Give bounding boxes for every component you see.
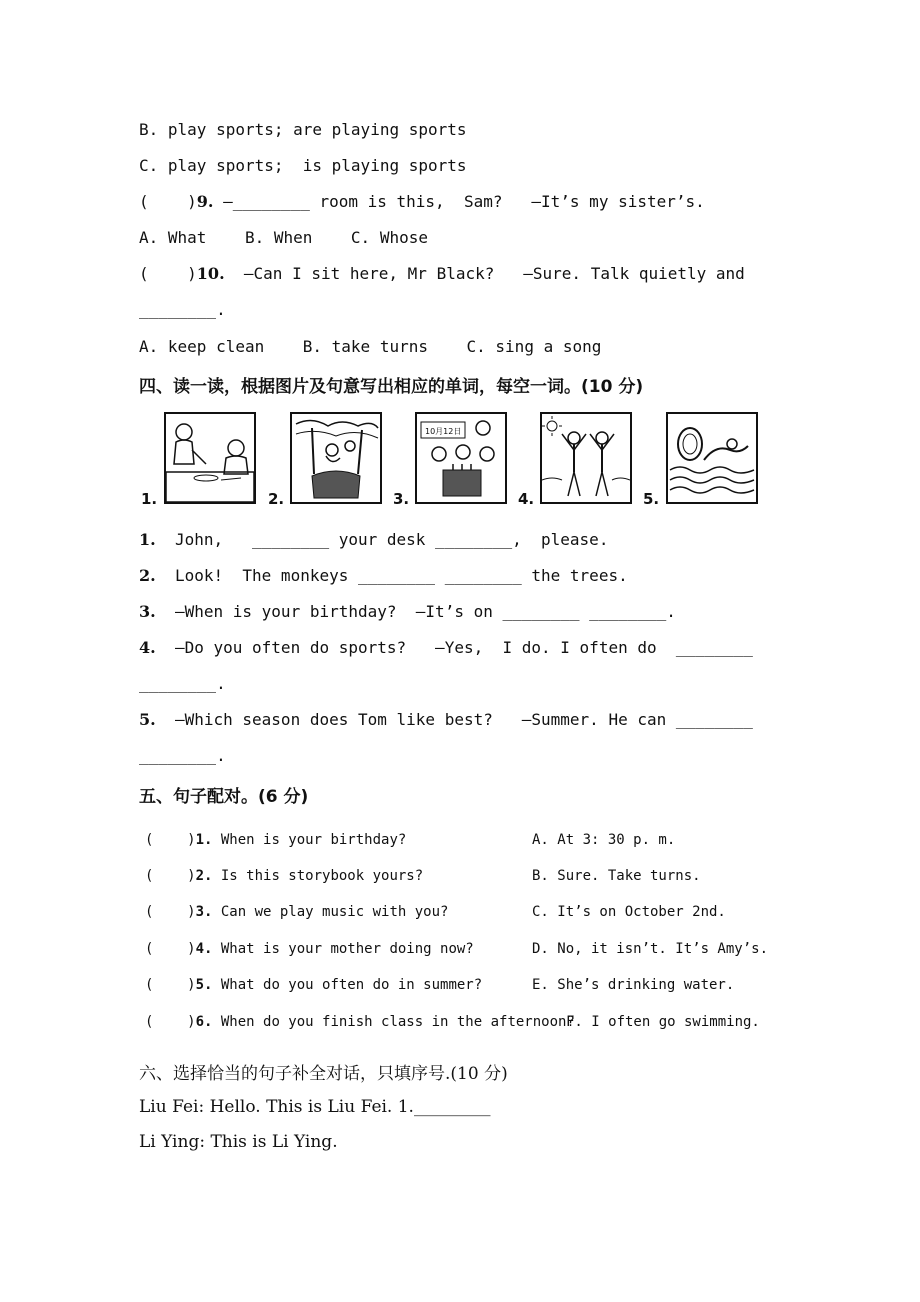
item-number: 5.: [139, 710, 156, 729]
boy-desk-picture-icon: [164, 412, 256, 504]
item-number: 2.: [139, 566, 156, 585]
q8-option-c: C. play sports; is playing sports: [139, 156, 467, 175]
question-number: 6.: [195, 1014, 213, 1030]
question-number: 3.: [195, 904, 213, 920]
match-question-2: [145, 868, 423, 884]
question-number: 2.: [195, 868, 213, 884]
picture-number-4: 4.: [518, 490, 535, 508]
item-number: 3.: [139, 602, 156, 621]
q9-answer-paren[interactable]: ( ): [139, 192, 197, 211]
question-number: 1.: [195, 832, 213, 848]
answer-paren[interactable]: ( ): [145, 1014, 196, 1030]
section4-item-3: [139, 601, 676, 623]
item-text: —Do you often do sports? —Yes, I do. I often do ________: [155, 638, 753, 657]
calendar-caption: 10月12日: [425, 427, 462, 436]
question-text: Can we play music with you?: [212, 904, 449, 920]
section4-item-4-continuation: ________.: [139, 674, 226, 693]
item-number: 1.: [139, 530, 156, 549]
q9-question: [139, 191, 705, 213]
calendar-birthday-picture-icon: [415, 412, 507, 504]
q10-answer-paren[interactable]: ( ): [139, 264, 197, 283]
q10-text: —Can I sit here, Mr Black? —Sure. Talk quietly and: [224, 264, 745, 283]
item-text: —When is your birthday? —It’s on ________ ________.: [155, 602, 676, 621]
picture-number-5: 5.: [643, 490, 660, 508]
answer-paren[interactable]: ( ): [145, 868, 196, 884]
q10-number: 10.: [196, 264, 225, 283]
q10-question: [139, 263, 745, 285]
monkeys-trees-picture-icon: [290, 412, 382, 504]
answer-paren[interactable]: ( ): [145, 904, 196, 920]
q10-options: A. keep clean B. take turns C. sing a song: [139, 337, 602, 356]
dialogue-line-1: Liu Fei: Hello. This is Liu Fei. 1._________: [139, 1097, 491, 1117]
question-number: 5.: [195, 977, 213, 993]
q9-text: —________ room is this, Sam? —It’s my sister’s.: [213, 192, 705, 211]
picture-number-2: 2.: [268, 490, 285, 508]
section4-item-1: [139, 529, 608, 551]
answer-paren[interactable]: ( ): [145, 977, 196, 993]
match-question-5: [145, 977, 482, 993]
match-question-4: [145, 941, 474, 957]
question-text: What is your mother doing now?: [212, 941, 474, 957]
match-question-1: [145, 832, 406, 848]
section4-item-2: [139, 565, 628, 587]
item-text: Look! The monkeys ________ ________ the trees.: [155, 566, 628, 585]
item-text: John, ________ your desk ________, please.: [155, 530, 609, 549]
question-text: Is this storybook yours?: [212, 868, 424, 884]
match-answer-b: B. Sure. Take turns.: [532, 868, 701, 884]
item-text: —Which season does Tom like best? —Summer. He can ________: [155, 710, 753, 729]
q10-continuation: ________.: [139, 300, 226, 319]
q9-number: 9.: [196, 192, 214, 211]
q8-option-b: B. play sports; are playing sports: [139, 120, 467, 139]
q9-options: A. What B. When C. Whose: [139, 228, 428, 247]
section4-heading: 四、读一读，根据图片及句意写出相应的单词，每空一词。(10 分): [139, 377, 644, 397]
section4-item-5-continuation: ________.: [139, 746, 226, 765]
section4-item-5: [139, 709, 753, 731]
match-answer-f: F. I often go swimming.: [566, 1014, 760, 1030]
dialogue-line-2: Li Ying: This is Li Ying.: [139, 1132, 338, 1152]
section6-heading: 六、选择恰当的句子补全对话，只填序号.(10 分): [139, 1064, 508, 1084]
answer-paren[interactable]: ( ): [145, 832, 196, 848]
morning-exercises-picture-icon: [540, 412, 632, 504]
match-answer-a: A. At 3: 30 p. m.: [532, 832, 676, 848]
picture-number-3: 3.: [393, 490, 410, 508]
answer-paren[interactable]: ( ): [145, 941, 196, 957]
swimming-picture-icon: [666, 412, 758, 504]
item-number: 4.: [139, 638, 156, 657]
match-question-3: [145, 904, 448, 920]
section5-heading: 五、句子配对。(6 分): [139, 787, 309, 807]
question-text: What do you often do in summer?: [212, 977, 483, 993]
match-answer-c: C. It’s on October 2nd.: [532, 904, 726, 920]
question-text: When do you finish class in the afternoon?: [212, 1014, 575, 1030]
match-answer-e: E. She’s drinking water.: [532, 977, 735, 993]
question-number: 4.: [195, 941, 213, 957]
section4-item-4: [139, 637, 753, 659]
match-question-6: [145, 1014, 575, 1030]
match-answer-d: D. No, it isn’t. It’s Amy’s.: [532, 941, 769, 957]
picture-number-1: 1.: [141, 490, 158, 508]
question-text: When is your birthday?: [212, 832, 407, 848]
